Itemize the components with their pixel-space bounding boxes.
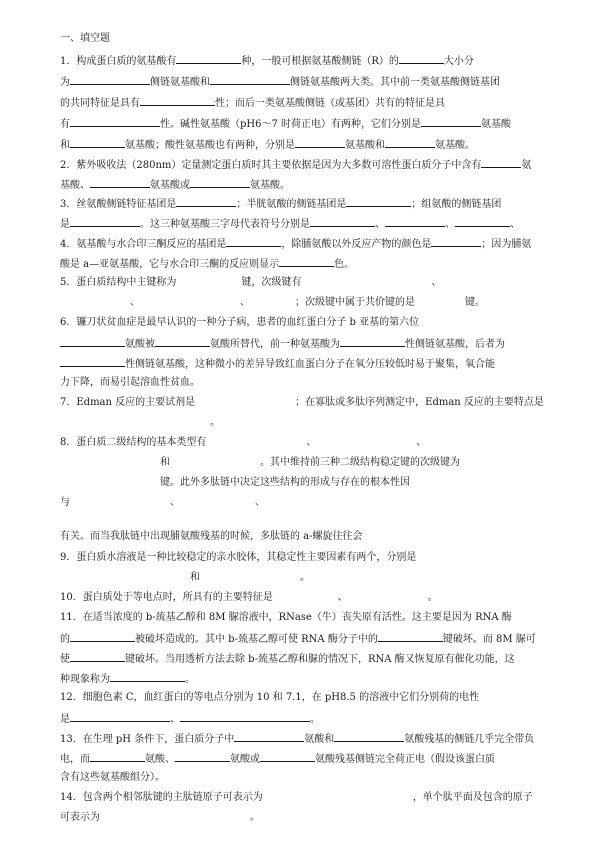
q6-line-3: 性侧链氨基酸，这种微小的差异导致红血蛋白分子在氧分压较低时易于聚集，氧合能: [60, 356, 550, 372]
q12-line-1: 12．细胞色素 C，血红蛋白的等电点分别为 10 和 7.1，在 pH8.5 的溶液中它们分别荷的电性: [60, 692, 480, 703]
q2-line-2: 基酸、 氨基酸或 氨基酸。: [60, 177, 550, 193]
blank-field: [176, 53, 241, 64]
q5-line-2: 、 、 ；次级键中属于共价键的是 键。: [130, 297, 485, 308]
q13-line-3: 含有这些氨基酸组分）。: [60, 772, 165, 783]
blank-field: [295, 137, 345, 148]
blank-field: [385, 216, 445, 227]
blank-field: [70, 137, 125, 148]
blank-field: [60, 356, 125, 367]
q4-line-2: 酸是 a—亚氨基酸，它与水合印三酮的反应则显示 色。: [60, 256, 550, 272]
blank-field: [70, 651, 125, 662]
q6-line-4: 力下降，而易引起溶血性贫血。: [60, 377, 200, 388]
blank-field: [385, 137, 435, 148]
q3-line-1: 3．丝氨酸侧链特征基团是 ；半胱氨酸的侧链基团是 ；组氨酸的侧链基团: [60, 196, 550, 212]
q8-line-3: 键。此外多肽链中决定这些结构的形成与存在的根本性因: [160, 477, 410, 488]
q14-line-2: 可表示为 。: [60, 812, 260, 823]
blank-field: [421, 116, 481, 127]
q8-line-4: 与 、 、: [60, 497, 265, 508]
q6-line-2: 氨酸被 氨酸所替代，前一种氨基酸为 性侧链氨基酸，后者为: [60, 336, 550, 352]
blank-field: [110, 671, 185, 682]
q4-line-1: 4．氨基酸与水合印三酮反应的基团是 ，除脯氨酸以外反应产物的颜色是 ；因为脯氨: [60, 236, 550, 252]
q11-line-2: 的 被破坏造成的。其中 b-巯基乙醇可使 RNA 酶分子中的 键破坏。而 8M 脲可: [60, 631, 550, 647]
q14-line-1: 14．包含两个相邻肽键的主肽链原子可表示为 ，单个肽平面及包含的原子: [60, 792, 533, 803]
blank-field: [378, 631, 443, 642]
blank-field: [155, 336, 210, 347]
blank-field: [346, 196, 411, 207]
blank-field: [431, 236, 481, 247]
blank-field: [334, 731, 404, 742]
q1-line-4: 有 性。碱性氨基酸（pH6～7 时荷正电）有两种，它们分别是 氨基酸: [60, 116, 550, 132]
blank-field: [140, 95, 215, 106]
blank-field: [210, 74, 290, 85]
blank-field: [70, 711, 170, 722]
q1-line-1: 1．构成蛋白质的氨基酸有 种，一般可根据氨基酸侧链（R）的 大小分: [60, 53, 550, 69]
q13-line-1: 13．在生理 pH 条件下，蛋白质分子中 氨酸和 氨酸残基的侧链几乎完全带负: [60, 731, 550, 747]
blank-field: [175, 751, 230, 762]
blank-field: [399, 53, 444, 64]
blank-field: [234, 731, 304, 742]
blank-field: [70, 216, 140, 227]
q8-line-1: 8．蛋白质二级结构的基本类型有 、 、: [60, 437, 427, 448]
blank-field: [176, 196, 236, 207]
blank-field: [70, 631, 135, 642]
q6-line-1: 6．镰刀状贫血症是最早认识的一种分子病，患者的血红蛋白分子 b 亚基的第六位: [60, 317, 420, 328]
section-title: 一、填空题: [60, 33, 110, 44]
q3-line-2: 是 。这三种氨基酸三字母代表符号分别是 、 、 、: [60, 216, 550, 232]
q7-line-1: 7．Edman 反应的主要试剂是 ；在寡肽或多肽序列测定中，Edman 反应的主要特点是: [60, 397, 544, 408]
q1-line-3: 的共同特征是具有 性；而后一类氨基酸侧链（或基团）共有的特征是具: [60, 95, 550, 111]
q9-line-1: 9．蛋白质水溶液是一种比较稳定的亲水胶体，其稳定性主要因素有两个，分别是: [60, 552, 417, 563]
blank-field: [279, 256, 334, 267]
blank-field: [340, 336, 405, 347]
q5-line-1: 5．蛋白质结构中主键称为 键，次级键有 、: [60, 277, 442, 288]
q12-line-2: 是 、 。: [60, 711, 550, 727]
q1-line-2: 为 侧链氨基酸和 侧链氨基酸两大类。其中前一类氨基酸侧链基团: [60, 74, 550, 90]
q10-line-1: 10．蛋白质处于等电点时，所具有的主要特征是 、 。: [60, 592, 438, 603]
blank-field: [70, 116, 160, 127]
blank-field: [481, 157, 521, 168]
blank-field: [455, 216, 510, 227]
blank-field: [70, 74, 150, 85]
blank-field: [226, 236, 281, 247]
q11-line-4: 种现象称为 。: [60, 671, 550, 687]
q9-line-2: 和 。: [190, 572, 310, 583]
q11-line-3: 使 键破坏。当用透析方法去除 b-巯基乙醇和脲的情况下，RNA 酶又恢复原有催化功能，这: [60, 651, 550, 667]
q8-line-2: 和 。其中维持前三种二级结构稳定键的次级键为: [160, 457, 460, 468]
q11-line-1: 11．在适当浓度的 b-巯基乙醇和 8M 脲溶液中，RNase（牛）丧失原有活性。这主要是因为 RNA 酶: [60, 612, 512, 623]
q7-line-2: 。: [210, 417, 220, 428]
blank-field: [90, 751, 145, 762]
blank-field: [90, 177, 150, 188]
q8-line-5: 有关。而当我肽链中出现脯氨酸残基的时候，多肽链的 a-螺旋往往会: [60, 531, 363, 542]
blank-field: [190, 177, 250, 188]
q1-line-5: 和 氨基酸；酸性氨基酸也有两种，分别是 氨基酸和 氨基酸。: [60, 137, 550, 153]
blank-field: [310, 216, 375, 227]
q2-line-1: 2．紫外吸收法（280nm）定量测定蛋白质时其主要依据是因为大多数可溶性蛋白质分子中含有 氨: [60, 157, 550, 173]
blank-field: [260, 751, 315, 762]
blank-field: [60, 336, 125, 347]
q13-line-2: 电，而 氨酸、 氨酸或 氨酸残基侧链完全荷正电（假设该蛋白质: [60, 751, 550, 767]
blank-field: [180, 711, 310, 722]
